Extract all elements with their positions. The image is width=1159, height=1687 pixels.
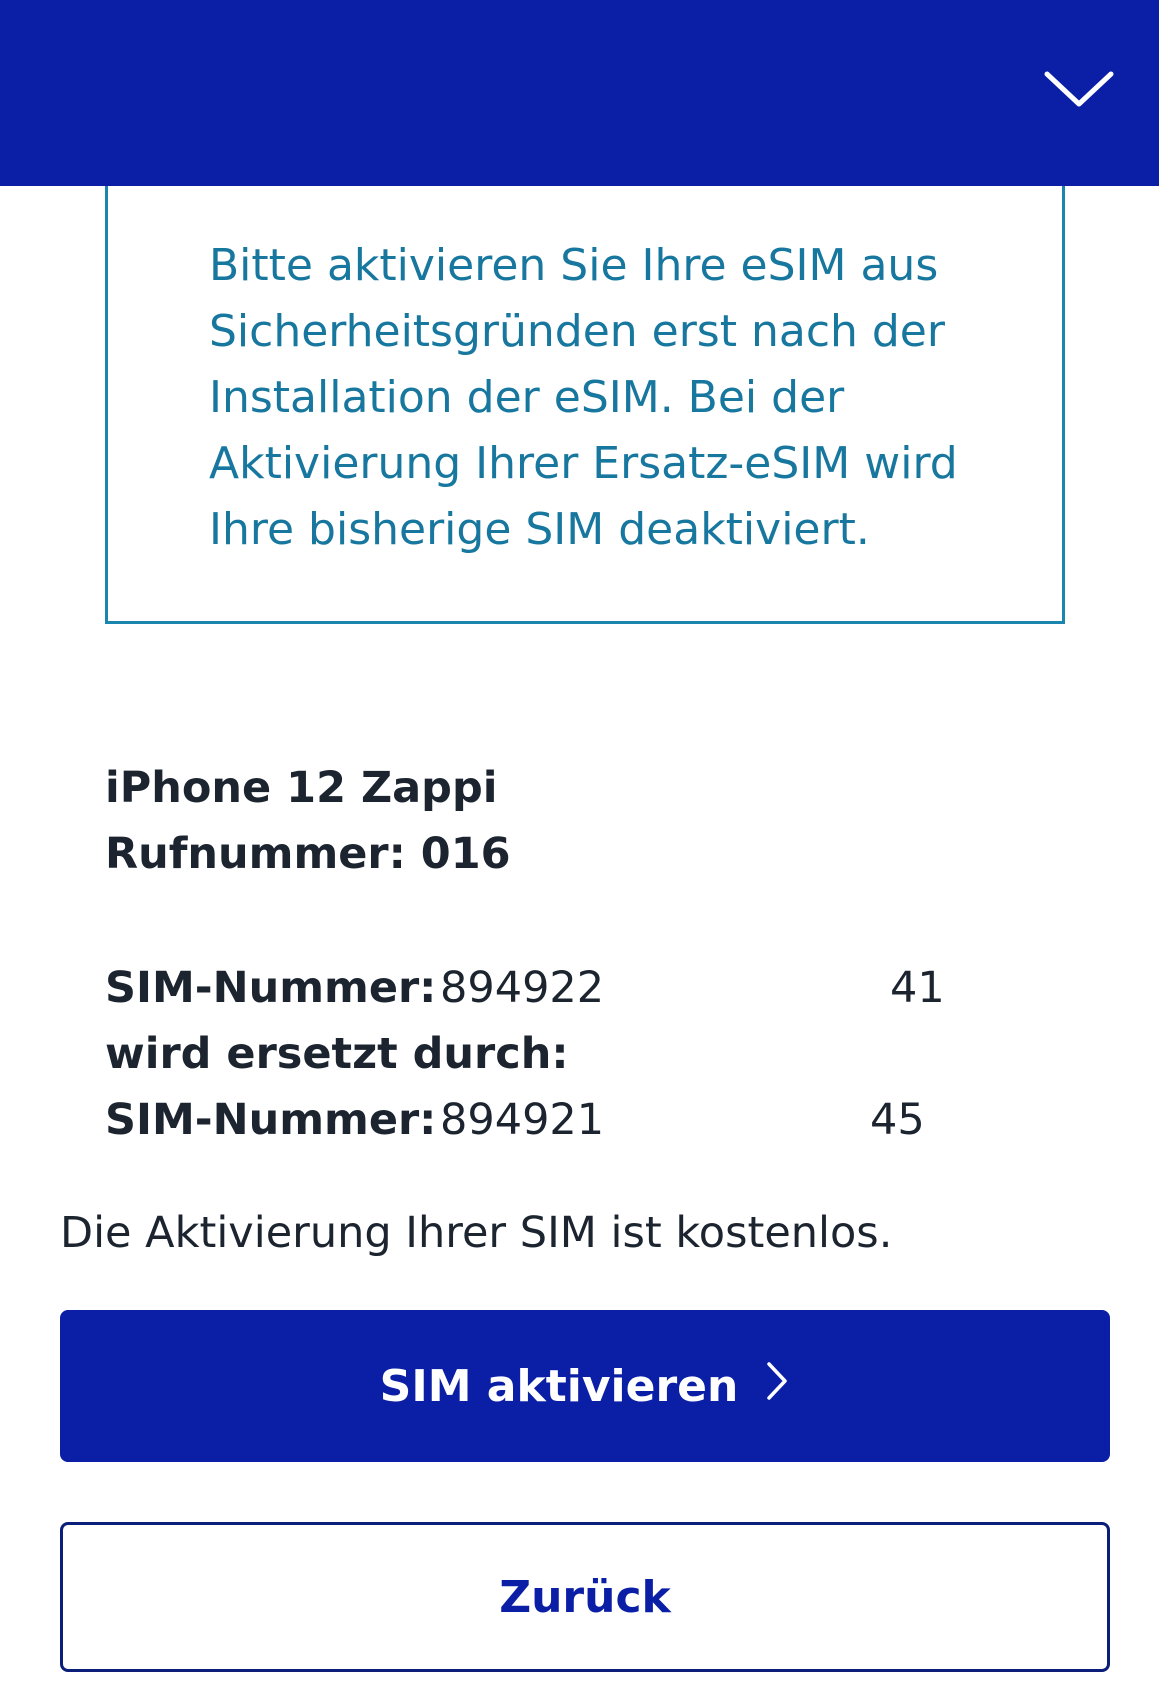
current-sim-row: [105, 955, 1005, 1021]
device-details: [105, 755, 511, 887]
sim-number-label: SIM-Nummer:: [105, 963, 437, 1013]
sim-details: [105, 955, 1005, 1153]
new-sim-row: [105, 1087, 1005, 1153]
info-line: Bitte aktivieren Sie Ihre eSIM aus: [209, 240, 939, 291]
activation-free-note: Die Aktivierung Ihrer SIM ist kostenlos.: [60, 1208, 893, 1258]
replaced-by-label: wird ersetzt durch:: [105, 1029, 569, 1079]
device-name: iPhone 12 Zappi: [105, 763, 498, 813]
info-notice-box: [105, 186, 1065, 624]
phone-number: Rufnummer: 016: [105, 829, 511, 879]
current-sim-suffix: 41: [890, 963, 945, 1013]
replaced-by-row: [105, 1021, 1005, 1087]
info-line: Installation der eSIM. Bei der: [209, 372, 845, 423]
chevron-right-icon: [764, 1360, 790, 1413]
activate-sim-label: SIM aktivieren: [379, 1360, 739, 1412]
header-bar: [0, 0, 1159, 186]
back-button[interactable]: [60, 1522, 1110, 1672]
new-sim-prefix: 894921: [440, 1095, 605, 1145]
info-line: Sicherheitsgründen erst nach der: [209, 306, 945, 357]
current-sim-prefix: 894922: [440, 963, 605, 1013]
new-sim-suffix: 45: [870, 1095, 925, 1145]
back-label: Zurück: [499, 1571, 671, 1623]
info-notice-text: [209, 233, 1029, 563]
chevron-down-icon[interactable]: [1041, 62, 1117, 116]
info-line: Aktivierung Ihrer Ersatz-eSIM wird: [209, 438, 958, 489]
sim-number-label: SIM-Nummer:: [105, 1095, 437, 1145]
activate-sim-button[interactable]: [60, 1310, 1110, 1462]
info-line: Ihre bisherige SIM deaktiviert.: [209, 504, 870, 555]
